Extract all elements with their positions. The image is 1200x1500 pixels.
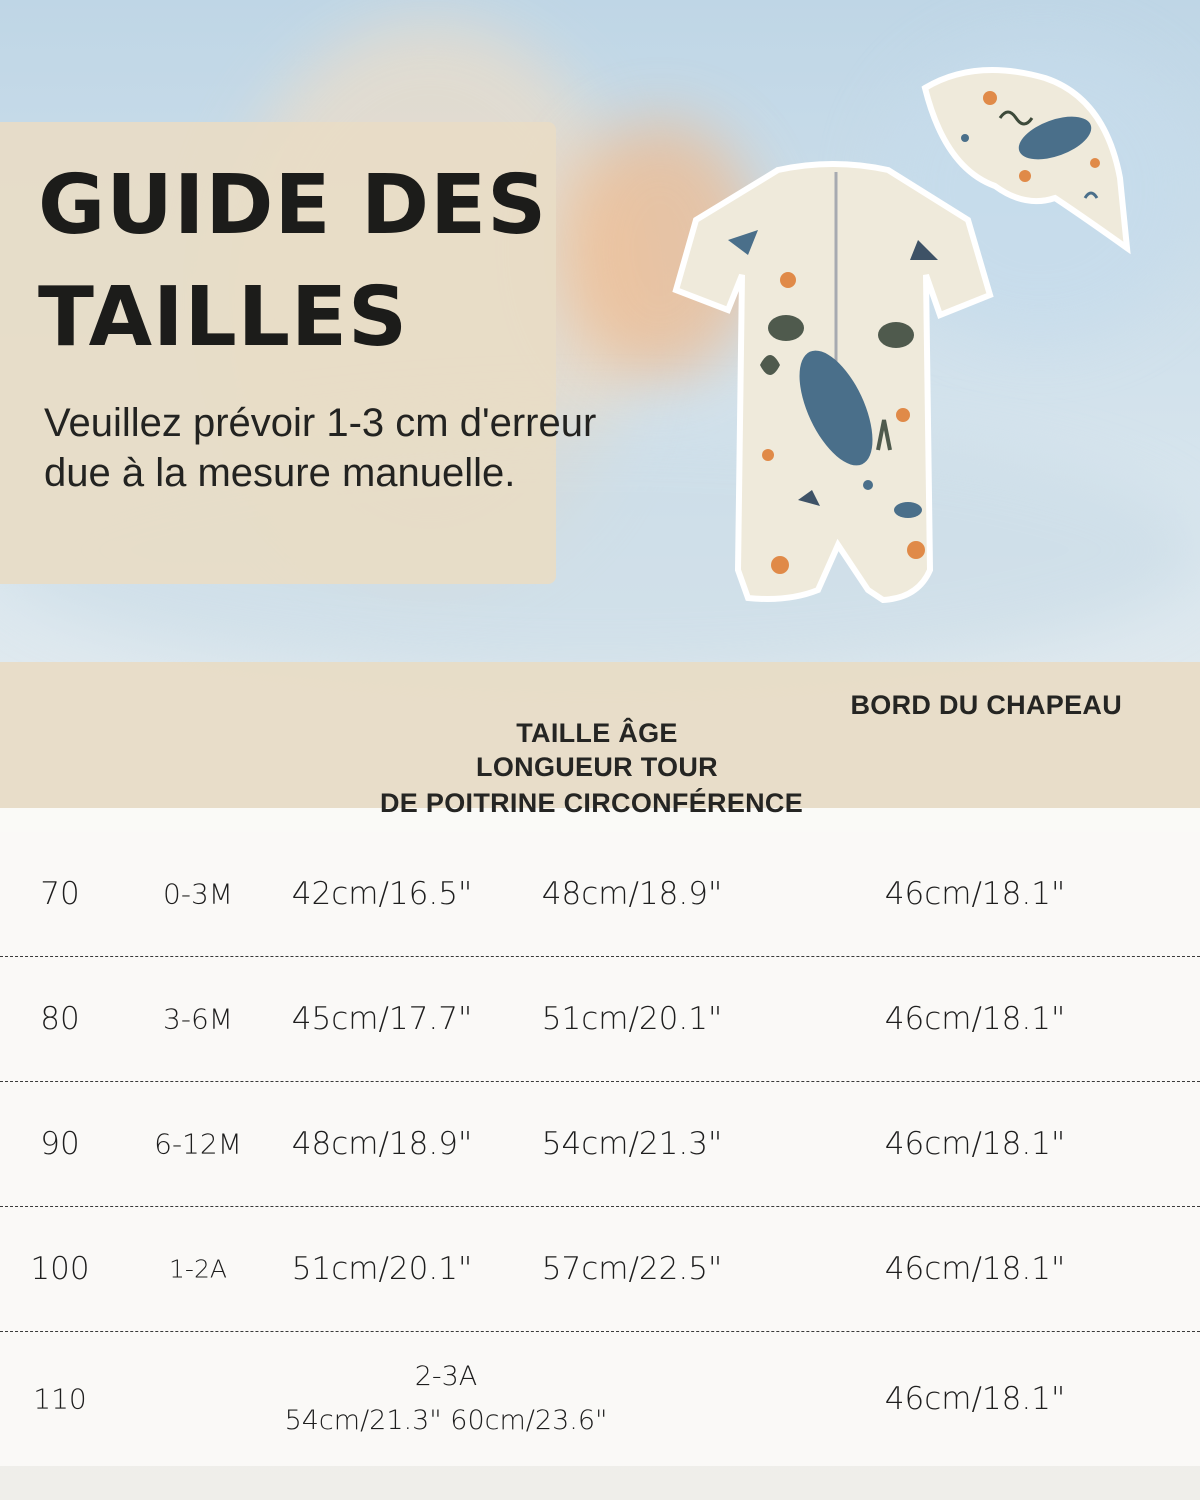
header-size-age: TAILLE ÂGE xyxy=(516,718,678,748)
cell-length: 51cm/20.1" xyxy=(291,1251,473,1287)
cell-size: 100 xyxy=(30,1251,90,1287)
swim-romper-image xyxy=(668,150,998,610)
table-header xyxy=(0,662,1200,808)
header-length-chest: LONGUEUR TOUR xyxy=(476,752,718,782)
table-row xyxy=(0,832,1200,957)
cell-chest: 54cm/21.3" xyxy=(541,1126,723,1162)
size-table xyxy=(0,662,1200,1466)
cell-hat-brim: 46cm/18.1" xyxy=(884,1126,1066,1162)
cell-size: 90 xyxy=(40,1126,80,1162)
cell-hat-brim: 46cm/18.1" xyxy=(884,1251,1066,1287)
cell-size: 80 xyxy=(40,1001,80,1037)
header-chest-circumference: DE POITRINE CIRCONFÉRENCE xyxy=(380,788,804,818)
cell-hat-brim: 46cm/18.1" xyxy=(884,1001,1066,1037)
cell-length: 42cm/16.5" xyxy=(291,876,473,912)
cell-size: 70 xyxy=(40,876,80,912)
table-row xyxy=(0,957,1200,1082)
cell-length: 48cm/18.9" xyxy=(291,1126,473,1162)
cell-age: 0-3M xyxy=(163,877,233,911)
cell-age: 2-3A xyxy=(414,1361,478,1392)
cell-age-length-chest xyxy=(285,1355,608,1443)
measurement-note: Veuillez prévoir 1-3 cm d'erreur due à la mesure manuelle. xyxy=(44,401,597,495)
table-header-continued xyxy=(0,788,1200,832)
page-title: GUIDE DES TAILLES xyxy=(38,158,548,365)
table-row xyxy=(0,1207,1200,1332)
table-row xyxy=(0,1332,1200,1466)
cell-age: 3-6M xyxy=(163,1002,233,1036)
cell-hat-brim: 46cm/18.1" xyxy=(884,1381,1066,1417)
cell-age: 1-2A xyxy=(169,1254,227,1284)
table-body xyxy=(0,832,1200,1466)
cell-chest: 57cm/22.5" xyxy=(541,1251,723,1287)
table-row xyxy=(0,1082,1200,1207)
cell-length-chest: 54cm/21.3" 60cm/23.6" xyxy=(284,1405,608,1436)
cell-hat-brim: 46cm/18.1" xyxy=(884,876,1066,912)
swim-romper-illustration xyxy=(668,150,998,610)
cell-length: 45cm/17.7" xyxy=(291,1001,473,1037)
header-main-columns xyxy=(380,716,814,784)
cell-size: 110 xyxy=(33,1382,87,1416)
cell-age: 6-12M xyxy=(154,1127,242,1161)
header-hat-brim: BORD DU CHAPEAU xyxy=(850,690,1122,720)
cell-chest: 51cm/20.1" xyxy=(541,1001,723,1037)
cell-chest: 48cm/18.9" xyxy=(541,876,723,912)
